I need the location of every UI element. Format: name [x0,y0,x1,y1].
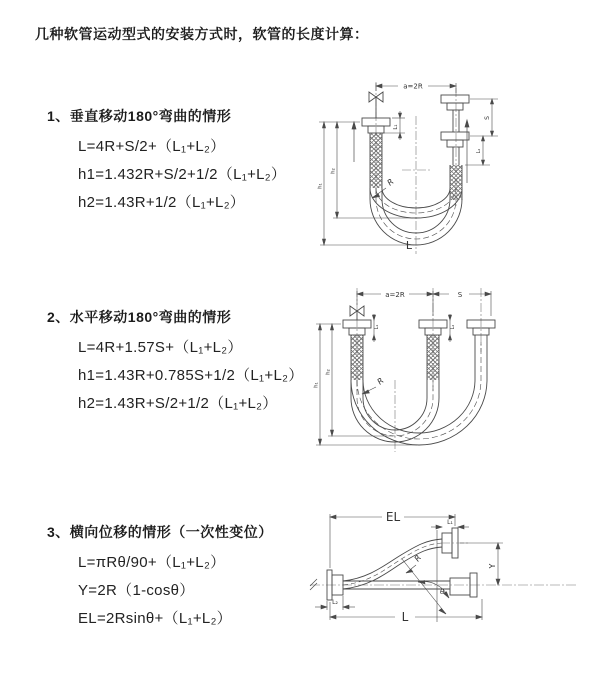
d3-label-y: Y [488,563,497,569]
d1-label-r: R [385,177,396,188]
page-title: 几种软管运动型式的安装方式时，软管的长度计算： [35,26,369,42]
d2-label-h1: h₁ [313,382,320,388]
d2-dim-h [313,324,417,445]
d1-label-h1: h₁ [317,183,324,189]
d2-hose-braid-middle [427,335,439,380]
section-2-heading: 2、水平移动180°弯曲的情形 [47,309,232,325]
d1-label-l1: L₁ [393,124,399,130]
section-3-formula-L: L=πRθ/90+（L₁+L₂） [78,554,226,571]
d3-label-l1: L₁ [447,519,453,526]
d1-valve-icon [369,92,383,118]
section-2-formula-L: L=4R+1.57S+（L₁+L₂） [78,339,243,356]
d3-label-theta: θ [440,588,445,596]
d1-centerlines [376,82,456,254]
d2-label-s: S [457,291,463,299]
d3-label-r: R [412,553,424,564]
section-2-formula-h1: h1=1.43R+0.785S+1/2（L₁+L₂） [78,367,304,384]
section-1-heading: 1、垂直移动180°弯曲的情形 [47,108,232,124]
d2-label-h2: h₂ [325,369,332,375]
d1-radius-leader [372,188,386,198]
d3-label-l2: L₂ [332,599,338,606]
d1-hose-braid-right [450,165,462,200]
d1-hose-braid-left [370,133,382,188]
d2-dim-top [357,291,491,316]
d1-label-a2r: a=2R [403,82,423,91]
section-1-formula-h1: h1=1.432R+S/2+1/2（L₁+L₂） [78,166,287,183]
d3-drawing [310,514,578,622]
section-1-formula-L: L=4R+S/2+（L₁+L₂） [78,138,226,155]
section-2-formula-h2: h2=1.43R+S/2+1/2（L₁+L₂） [78,395,278,412]
d2-hose-braid-left [351,335,363,380]
d1-drawing [319,82,498,254]
d1-label-l: L [405,239,413,252]
d2-label-l2: L₂ [450,324,456,330]
diagram-3-lateral-displacement [298,502,598,662]
d1-dim-h [319,122,414,245]
section-3-formula-EL: EL=2Rsinθ+（L₁+L₂） [78,610,232,627]
d2-label-l1: L₁ [374,324,380,330]
d2-drawing [313,288,495,452]
d1-dim-s-l2 [465,99,498,165]
d1-label-h2: h₂ [330,168,337,174]
section-3-heading: 3、横向位移的情形（一次性变位） [47,524,273,540]
section-1-formula-h2: h2=1.43R+1/2（L₁+L₂） [78,194,246,211]
d1-label-l2: L₂ [476,148,482,154]
d1-label-s: S [484,116,491,120]
section-3-formula-Y: Y=2R（1-cosθ） [78,582,195,599]
d2-hose-position-2 [351,342,487,445]
d2-label-r: R [375,376,386,387]
d3-centerline-break-mark [310,579,317,590]
d3-label-l: L [401,610,409,624]
d3-label-el: EL [385,510,401,524]
d2-label-a2r: a=2R [385,291,405,299]
